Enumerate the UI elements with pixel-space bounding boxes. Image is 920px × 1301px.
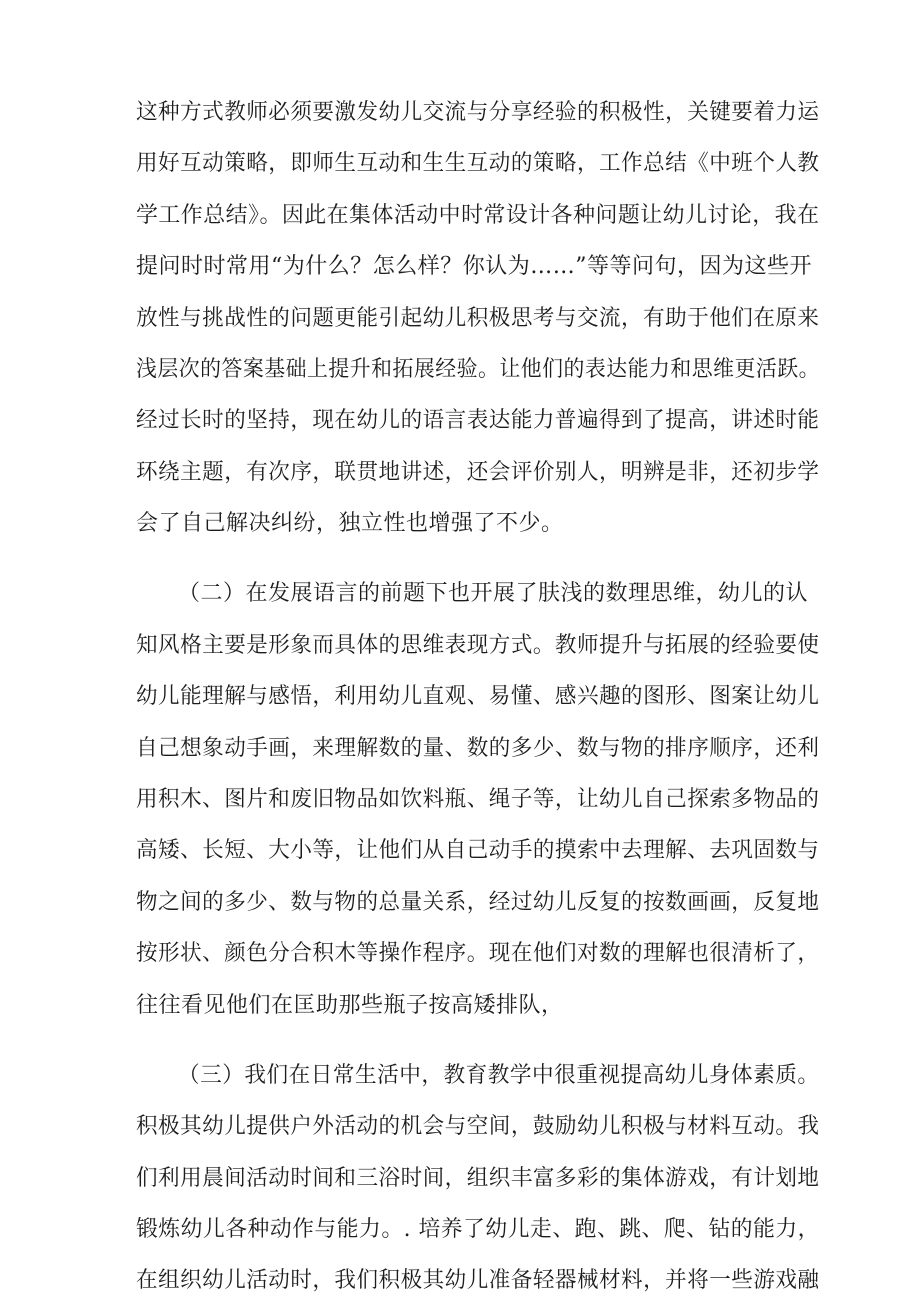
paragraph-1-line-9: 会了自己解决纠纷，独立性也增强了不少。 <box>136 511 564 537</box>
paragraph-1-line-1: 这种方式教师必须要激发幼儿交流与分享经验的积极性，关键要着力运 <box>136 100 820 125</box>
paragraph-3-line-5: 在组织幼儿活动时，我们积极其幼儿准备轻器械材料，并将一些游戏融 <box>136 1268 820 1294</box>
paragraph-1-line-4: 提问时时常用“为什么？怎么样？你认为……”等等问句，因为这些开 <box>136 254 812 280</box>
paragraph-1-line-6: 浅层次的答案基础上提升和拓展经验。让他们的表达能力和思维更活跃。 <box>136 356 821 382</box>
paragraph-2-line-4: 自己想象动手画，来理解数的量、数的多少、数与物的排序顺序，还利 <box>136 735 820 761</box>
paragraph-2-line-1: （二）在发展语言的前题下也开展了肤浅的数理思维，幼儿的认 <box>178 581 809 607</box>
paragraph-3-line-4: 锻炼幼儿各种动作与能力。. 培养了幼儿走、跑、跳、爬、钻的能力， <box>136 1217 820 1243</box>
paragraph-3-line-1: （三）我们在日常生活中，教育教学中很重视提高幼儿身体素质。 <box>178 1062 820 1088</box>
paragraph-2-line-3: 幼儿能理解与感悟，利用幼儿直观、易懂、感兴趣的图形、图案让幼儿 <box>136 684 820 710</box>
paragraph-3-line-2: 积极其幼儿提供户外活动的机会与空间，鼓励幼儿积极与材料互动。我 <box>136 1114 820 1140</box>
paragraph-2-line-2: 知风格主要是形象而具体的思维表现方式。教师提升与拓展的经验要使 <box>136 632 820 658</box>
paragraph-1-line-2: 用好互动策略，即师生互动和生生互动的策略，工作总结《中班个人教 <box>136 151 820 177</box>
paragraph-1-line-3: 学工作总结》。因此在集体活动中时常设计各种问题让幼儿讨论，我在 <box>136 202 820 228</box>
paragraph-2-line-9: 往往看见他们在匡助那些瓶子按高矮排队， <box>136 992 564 1018</box>
paragraph-1-line-7: 经过长时的坚持，现在幼儿的语言表达能力普遍得到了提高，讲述时能 <box>136 408 820 434</box>
paragraph-3-line-3: 们利用晨间活动时间和三浴时间，组织丰富多彩的集体游戏，有计划地 <box>136 1165 820 1191</box>
paragraph-2-line-8: 按形状、颜色分合积木等操作程序。现在他们对数的理解也很清析了， <box>136 941 820 967</box>
paragraph-2-line-7: 物之间的多少、数与物的总量关系，经过幼儿反复的按数画画，反复地 <box>136 889 820 915</box>
paragraph-1-line-8: 环绕主题，有次序，联贯地讲述，还会评价别人，明辨是非，还初步学 <box>136 459 820 485</box>
paragraph-2-line-6: 高矮、长短、大小等，让他们从自己动手的摸索中去理解、去巩固数与 <box>136 838 820 864</box>
paragraph-1-line-5: 放性与挑战性的问题更能引起幼儿积极思考与交流，有助于他们在原来 <box>136 305 820 331</box>
paragraph-2-line-5: 用积木、图片和废旧物品如饮料瓶、绳子等，让幼儿自己探索多物品的 <box>136 786 820 812</box>
